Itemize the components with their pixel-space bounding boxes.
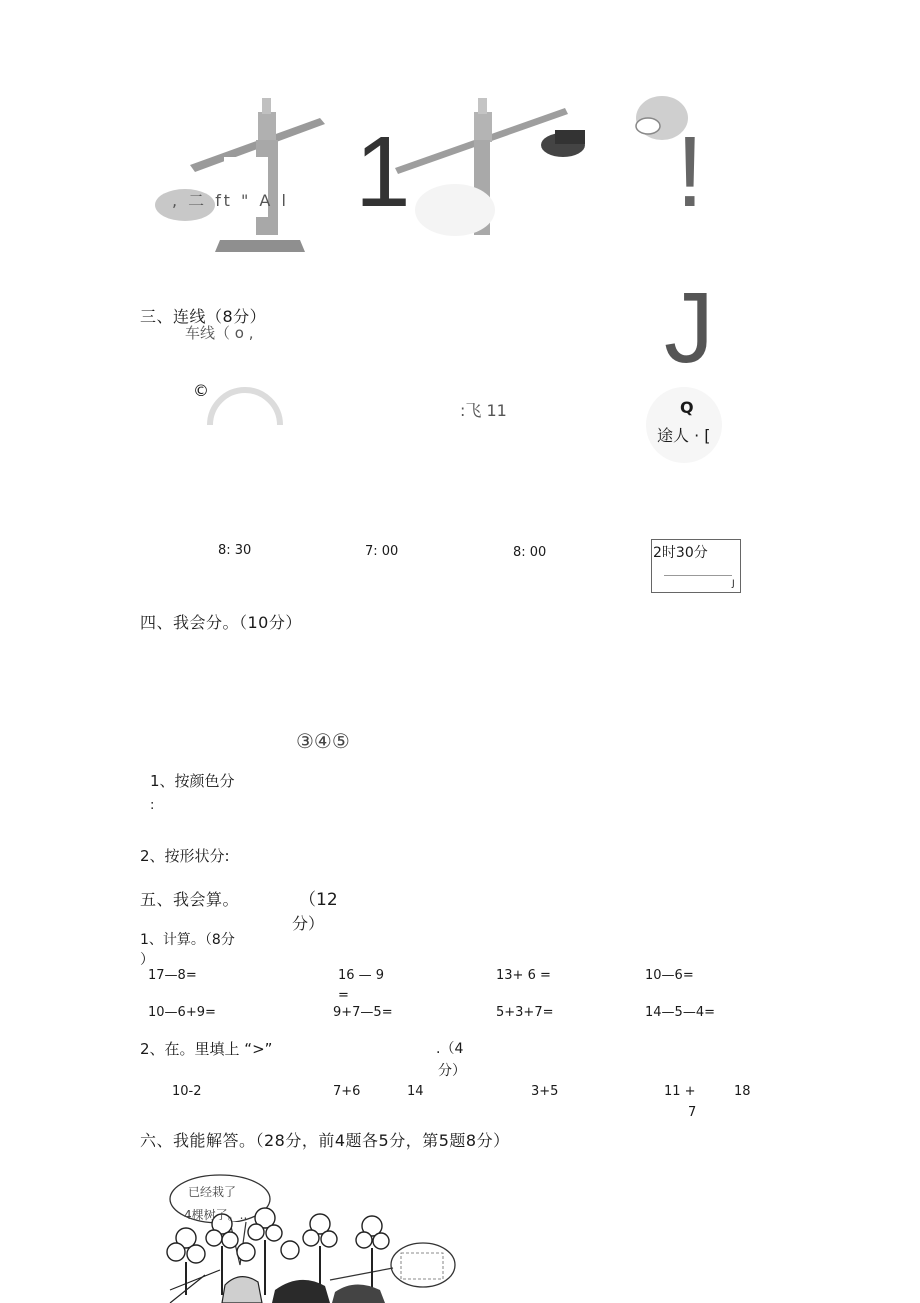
middle-clock-text: :飞 11 [460,401,507,420]
section-4-title: 四、我会分。（10分） [140,613,302,632]
compare-3: 14 [407,1084,424,1099]
circled-numbers: ③④⑤ [296,729,350,753]
letter-j-glyph: J [664,272,714,384]
compare-2: 7+6 [333,1084,361,1099]
section-3-sublabel: 车线（ o , [185,324,254,342]
section-6-title: 六、我能解答。（28分，前4题各5分，第5题8分） [140,1131,510,1150]
exclamation-mark: ! [676,116,704,228]
left-scale-text: , 二 ft " A l [172,191,289,210]
section-3-title: 三、连线（8分） [140,307,267,326]
right-clock-text: 途人 · [ [657,426,711,445]
compare-1: 10-2 [172,1084,202,1099]
time-label-3: 8: 00 [513,545,547,560]
calc-2-1[interactable]: 10—6+9= [148,1005,216,1020]
compare-q2-points: .（4 [436,1041,464,1057]
compare-6: 18 [734,1084,751,1099]
calc-1-2[interactable]: 16 — 9 [338,968,385,983]
copyright-mark: © [193,381,209,400]
calc-1-4[interactable]: 10—6= [645,968,694,983]
sort-by-color: 1、按颜色分 [150,772,235,790]
compare-q2-label: 2、在。里填上 “>” [140,1040,273,1058]
calc-1-1[interactable]: 17—8= [148,968,197,983]
calc-2-3[interactable]: 5+3+7= [496,1005,554,1020]
section-5-points-wrap: 分） [292,914,325,933]
section-5-points: （12 [299,890,338,910]
sort-by-color-colon: : [150,798,155,813]
speech-bubble-line1: 已经栽了 [188,1185,237,1199]
time-box-label: 2时30分 [653,545,708,561]
calc-q1-label: 1、计算。（8分 [140,932,235,948]
compare-5-wrap: 7 [688,1105,697,1120]
compare-5: 11 + [664,1084,696,1099]
section-5-title: 五、我会算。 [140,890,240,909]
right-clock-letter: Q [680,398,694,417]
calc-q1-label-paren: ） [140,952,154,968]
calc-2-2[interactable]: 9+7—5= [333,1005,393,1020]
calc-2-4[interactable]: 14—5—4= [645,1005,715,1020]
sort-by-shape: 2、按形状分: [140,847,230,865]
speech-bubble-line2: 4棵树了。.. [184,1208,248,1222]
compare-4: 3+5 [531,1084,559,1099]
time-label-2: 7: 00 [365,544,399,559]
compare-q2-points-wrap: 分） [438,1063,466,1079]
time-box-corner: J [732,579,735,589]
calc-1-3[interactable]: 13+ 6 = [496,968,551,983]
big-digit-one: 1 [355,116,411,228]
time-label-1: 8: 30 [218,543,252,558]
calc-1-2-wrap: = [338,988,349,1003]
